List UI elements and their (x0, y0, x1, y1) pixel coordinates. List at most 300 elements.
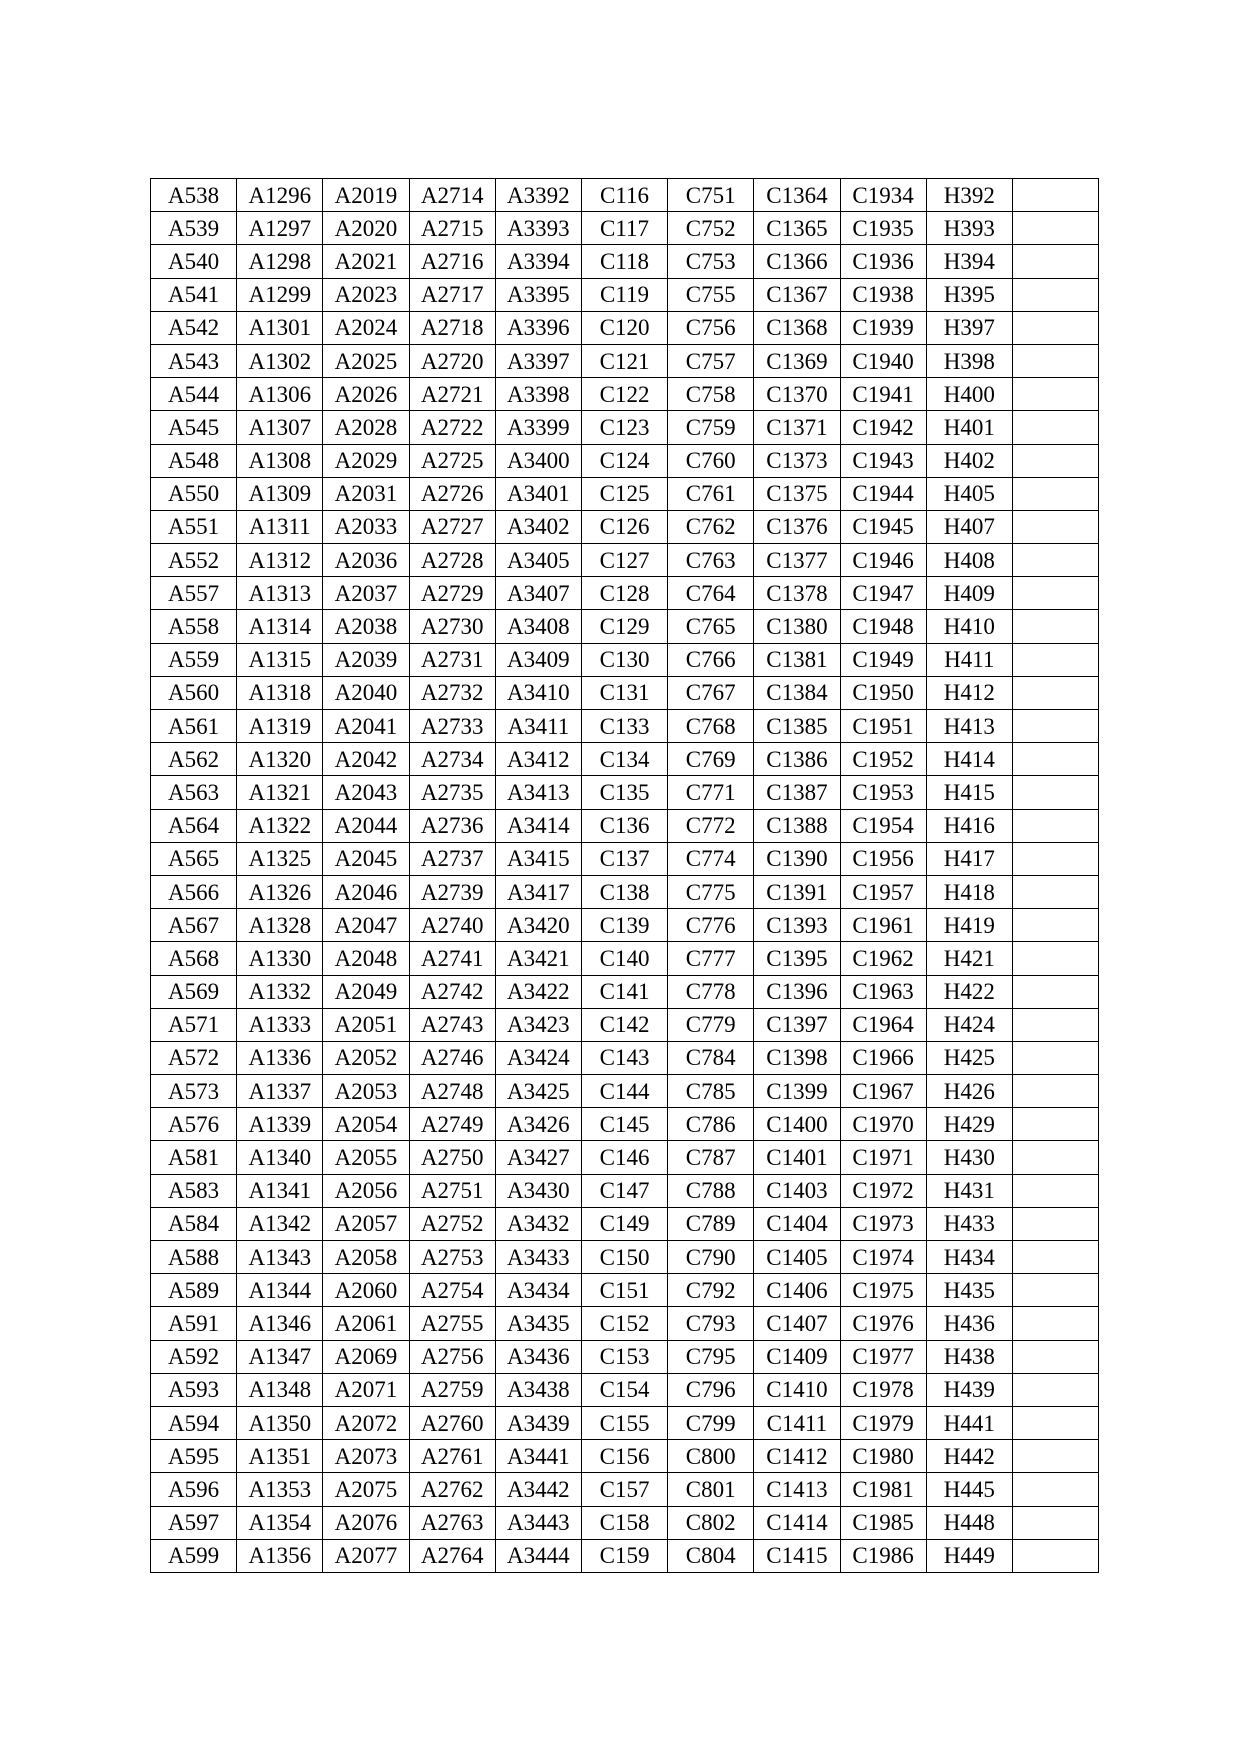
table-cell: A3413 (495, 776, 581, 809)
table-row (151, 411, 1099, 444)
table-cell: A2750 (409, 1141, 495, 1174)
table-cell: A1302 (237, 344, 323, 377)
table-cell (1012, 975, 1098, 1008)
table-cell: A539 (151, 212, 237, 245)
table-cell (1012, 1141, 1098, 1174)
table-cell: A1297 (237, 212, 323, 245)
table-cell: C772 (668, 809, 754, 842)
table-cell: A1320 (237, 743, 323, 776)
table-cell: A1332 (237, 975, 323, 1008)
table-cell (1012, 378, 1098, 411)
table-row (151, 577, 1099, 610)
table-cell: C755 (668, 278, 754, 311)
table-cell: C1380 (754, 610, 840, 643)
table-cell: A3439 (495, 1406, 581, 1439)
table-cell: C771 (668, 776, 754, 809)
table-cell: H412 (926, 676, 1012, 709)
table-cell: H411 (926, 643, 1012, 676)
table-cell: C1954 (840, 809, 926, 842)
table-cell: C1981 (840, 1473, 926, 1506)
table-cell: C1411 (754, 1406, 840, 1439)
table-cell: H398 (926, 344, 1012, 377)
table-cell: H434 (926, 1241, 1012, 1274)
table-cell: A584 (151, 1207, 237, 1240)
table-cell: C788 (668, 1174, 754, 1207)
code-table-body (151, 179, 1099, 1573)
table-cell: C1941 (840, 378, 926, 411)
table-cell: C1364 (754, 179, 840, 212)
table-cell: A3441 (495, 1440, 581, 1473)
table-cell: A2730 (409, 610, 495, 643)
table-cell: A565 (151, 842, 237, 875)
table-cell (1012, 212, 1098, 245)
table-cell: C1390 (754, 842, 840, 875)
table-cell: A1318 (237, 676, 323, 709)
table-cell: C1412 (754, 1440, 840, 1473)
table-cell: C790 (668, 1241, 754, 1274)
table-cell (1012, 1506, 1098, 1539)
table-cell (1012, 577, 1098, 610)
table-cell: C801 (668, 1473, 754, 1506)
table-cell: A2751 (409, 1174, 495, 1207)
table-cell: C774 (668, 842, 754, 875)
table-cell: H407 (926, 510, 1012, 543)
table-cell: H439 (926, 1373, 1012, 1406)
table-cell: A2023 (323, 278, 409, 311)
table-cell: A2718 (409, 311, 495, 344)
table-cell: C763 (668, 544, 754, 577)
table-row (151, 743, 1099, 776)
table-row (151, 1539, 1099, 1572)
table-cell: A542 (151, 311, 237, 344)
table-cell (1012, 510, 1098, 543)
table-row (151, 1207, 1099, 1240)
table-cell (1012, 411, 1098, 444)
table-cell: A571 (151, 1008, 237, 1041)
table-cell: C122 (581, 378, 667, 411)
table-cell: C1407 (754, 1307, 840, 1340)
table-cell: A3438 (495, 1373, 581, 1406)
table-cell: A552 (151, 544, 237, 577)
table-row (151, 1340, 1099, 1373)
table-cell: A3435 (495, 1307, 581, 1340)
table-cell: A2075 (323, 1473, 409, 1506)
table-cell: C129 (581, 610, 667, 643)
table-cell: A564 (151, 809, 237, 842)
table-cell: H426 (926, 1075, 1012, 1108)
table-cell: H409 (926, 577, 1012, 610)
table-cell: H441 (926, 1406, 1012, 1439)
table-cell: C131 (581, 676, 667, 709)
table-cell: A3398 (495, 378, 581, 411)
table-cell: A2044 (323, 809, 409, 842)
table-cell: C1942 (840, 411, 926, 444)
table-cell: A2736 (409, 809, 495, 842)
table-row (151, 643, 1099, 676)
table-cell: H430 (926, 1141, 1012, 1174)
table-cell: C123 (581, 411, 667, 444)
table-cell: C1951 (840, 710, 926, 743)
table-cell: A2720 (409, 344, 495, 377)
table-cell: A3409 (495, 643, 581, 676)
table-cell: C793 (668, 1307, 754, 1340)
table-row (151, 378, 1099, 411)
table-cell: A3394 (495, 245, 581, 278)
table-cell: C143 (581, 1041, 667, 1074)
table-row (151, 1406, 1099, 1439)
table-cell: H445 (926, 1473, 1012, 1506)
table-cell: H414 (926, 743, 1012, 776)
table-cell: A1343 (237, 1241, 323, 1274)
table-cell: H422 (926, 975, 1012, 1008)
table-row (151, 1008, 1099, 1041)
table-cell (1012, 278, 1098, 311)
table-cell: A1351 (237, 1440, 323, 1473)
table-cell: A545 (151, 411, 237, 444)
table-cell: C1943 (840, 444, 926, 477)
table-cell: C1949 (840, 643, 926, 676)
table-cell: C1409 (754, 1340, 840, 1373)
table-row (151, 676, 1099, 709)
table-row (151, 1075, 1099, 1108)
table-cell: C759 (668, 411, 754, 444)
table-cell: C799 (668, 1406, 754, 1439)
table-cell (1012, 776, 1098, 809)
table-cell: H415 (926, 776, 1012, 809)
table-cell (1012, 311, 1098, 344)
table-cell: A560 (151, 676, 237, 709)
table-cell: C154 (581, 1373, 667, 1406)
table-cell (1012, 1440, 1098, 1473)
table-cell: A2764 (409, 1539, 495, 1572)
table-cell: C1938 (840, 278, 926, 311)
table-row (151, 610, 1099, 643)
table-cell: C1985 (840, 1506, 926, 1539)
table-cell: A3415 (495, 842, 581, 875)
table-cell: A2743 (409, 1008, 495, 1041)
table-cell: C1375 (754, 477, 840, 510)
table-cell: C1410 (754, 1373, 840, 1406)
table-cell: C134 (581, 743, 667, 776)
table-cell: C1371 (754, 411, 840, 444)
table-cell: C1966 (840, 1041, 926, 1074)
table-cell: C753 (668, 245, 754, 278)
table-cell: C138 (581, 875, 667, 908)
table-row (151, 942, 1099, 975)
table-cell: A589 (151, 1274, 237, 1307)
table-cell: A1321 (237, 776, 323, 809)
table-cell: C1963 (840, 975, 926, 1008)
table-cell (1012, 245, 1098, 278)
table-cell: A2031 (323, 477, 409, 510)
table-cell: H438 (926, 1340, 1012, 1373)
table-cell: A561 (151, 710, 237, 743)
table-cell: A1350 (237, 1406, 323, 1439)
table-cell: C118 (581, 245, 667, 278)
table-cell: C158 (581, 1506, 667, 1539)
table-cell: A3412 (495, 743, 581, 776)
table-cell: A2755 (409, 1307, 495, 1340)
table-cell: A2763 (409, 1506, 495, 1539)
table-cell: C784 (668, 1041, 754, 1074)
table-cell: A2761 (409, 1440, 495, 1473)
table-cell: A3400 (495, 444, 581, 477)
table-row (151, 344, 1099, 377)
table-cell: A2735 (409, 776, 495, 809)
table-cell: C800 (668, 1440, 754, 1473)
table-cell: C1386 (754, 743, 840, 776)
table-cell: A581 (151, 1141, 237, 1174)
table-cell: C1391 (754, 875, 840, 908)
table-cell: A3414 (495, 809, 581, 842)
table-cell: C127 (581, 544, 667, 577)
table-cell: C789 (668, 1207, 754, 1240)
table-cell: A3420 (495, 909, 581, 942)
table-cell: A1354 (237, 1506, 323, 1539)
table-cell: A1307 (237, 411, 323, 444)
table-cell: A1340 (237, 1141, 323, 1174)
table-cell: A1344 (237, 1274, 323, 1307)
table-cell: A2737 (409, 842, 495, 875)
table-cell: A3430 (495, 1174, 581, 1207)
table-cell: A2725 (409, 444, 495, 477)
table-row (151, 1141, 1099, 1174)
table-cell: A2033 (323, 510, 409, 543)
table-cell: C1977 (840, 1340, 926, 1373)
table-cell: A3405 (495, 544, 581, 577)
table-cell: C1973 (840, 1207, 926, 1240)
table-cell: C116 (581, 179, 667, 212)
table-cell: A2753 (409, 1241, 495, 1274)
table-cell: A2021 (323, 245, 409, 278)
table-cell: A1328 (237, 909, 323, 942)
table-cell: C775 (668, 875, 754, 908)
table-cell: C117 (581, 212, 667, 245)
table-row (151, 311, 1099, 344)
table-cell: A2047 (323, 909, 409, 942)
table-cell: C1961 (840, 909, 926, 942)
table-cell: A2043 (323, 776, 409, 809)
table-cell: A548 (151, 444, 237, 477)
table-cell: A592 (151, 1340, 237, 1373)
table-cell: A3395 (495, 278, 581, 311)
table-cell: C785 (668, 1075, 754, 1108)
table-row (151, 477, 1099, 510)
table-row (151, 444, 1099, 477)
table-cell (1012, 1041, 1098, 1074)
table-cell: C152 (581, 1307, 667, 1340)
table-cell: A591 (151, 1307, 237, 1340)
table-cell: C1377 (754, 544, 840, 577)
table-cell: H429 (926, 1108, 1012, 1141)
table-cell: A1322 (237, 809, 323, 842)
table-cell: C1934 (840, 179, 926, 212)
table-cell: C1948 (840, 610, 926, 643)
table-cell: A559 (151, 643, 237, 676)
table-cell: A3423 (495, 1008, 581, 1041)
table-cell: A2072 (323, 1406, 409, 1439)
table-cell: C1974 (840, 1241, 926, 1274)
table-cell: A593 (151, 1373, 237, 1406)
table-cell: A2056 (323, 1174, 409, 1207)
table-row (151, 1307, 1099, 1340)
table-cell: A541 (151, 278, 237, 311)
table-cell: A2073 (323, 1440, 409, 1473)
table-cell: C133 (581, 710, 667, 743)
table-cell: A3443 (495, 1506, 581, 1539)
table-cell: A3425 (495, 1075, 581, 1108)
table-cell: C767 (668, 676, 754, 709)
table-cell: C1366 (754, 245, 840, 278)
table-cell (1012, 610, 1098, 643)
table-cell: C1978 (840, 1373, 926, 1406)
table-cell: A2051 (323, 1008, 409, 1041)
table-row (151, 1108, 1099, 1141)
table-cell: A2036 (323, 544, 409, 577)
table-cell: H449 (926, 1539, 1012, 1572)
table-cell: H413 (926, 710, 1012, 743)
table-cell: A568 (151, 942, 237, 975)
table-cell: C1970 (840, 1108, 926, 1141)
table-cell: A544 (151, 378, 237, 411)
table-cell: C141 (581, 975, 667, 1008)
table-cell: C1971 (840, 1141, 926, 1174)
table-cell: C142 (581, 1008, 667, 1041)
table-cell: C145 (581, 1108, 667, 1141)
table-cell (1012, 1340, 1098, 1373)
table-cell: A1312 (237, 544, 323, 577)
table-cell: A2038 (323, 610, 409, 643)
table-cell (1012, 1473, 1098, 1506)
table-cell: C760 (668, 444, 754, 477)
table-cell: A2048 (323, 942, 409, 975)
table-cell: H410 (926, 610, 1012, 643)
table-cell: A551 (151, 510, 237, 543)
table-cell: A2039 (323, 643, 409, 676)
table-cell: C1405 (754, 1241, 840, 1274)
table-cell: H431 (926, 1174, 1012, 1207)
table-cell: A3436 (495, 1340, 581, 1373)
table-cell (1012, 1307, 1098, 1340)
table-cell: H424 (926, 1008, 1012, 1041)
table-cell: A2748 (409, 1075, 495, 1108)
table-cell (1012, 875, 1098, 908)
table-cell: H393 (926, 212, 1012, 245)
table-cell: A3426 (495, 1108, 581, 1141)
table-cell: C1401 (754, 1141, 840, 1174)
table-cell: H425 (926, 1041, 1012, 1074)
table-cell: A597 (151, 1506, 237, 1539)
table-cell: C802 (668, 1506, 754, 1539)
table-cell: A2025 (323, 344, 409, 377)
table-cell: A2024 (323, 311, 409, 344)
code-table (150, 178, 1099, 1573)
table-cell: A1336 (237, 1041, 323, 1074)
table-cell: H402 (926, 444, 1012, 477)
table-cell: C1404 (754, 1207, 840, 1240)
table-cell: A1347 (237, 1340, 323, 1373)
table-cell: A2714 (409, 179, 495, 212)
table-cell: A3433 (495, 1241, 581, 1274)
table-cell: A2045 (323, 842, 409, 875)
table-cell: C153 (581, 1340, 667, 1373)
table-cell: A558 (151, 610, 237, 643)
table-cell: C1967 (840, 1075, 926, 1108)
table-cell: A2760 (409, 1406, 495, 1439)
table-cell: A3411 (495, 710, 581, 743)
table-cell: A566 (151, 875, 237, 908)
table-cell: A1339 (237, 1108, 323, 1141)
table-cell: C1940 (840, 344, 926, 377)
table-row (151, 710, 1099, 743)
table-cell: A1341 (237, 1174, 323, 1207)
table-cell: A1356 (237, 1539, 323, 1572)
table-cell: A557 (151, 577, 237, 610)
table-cell: A3399 (495, 411, 581, 444)
table-cell: A3393 (495, 212, 581, 245)
table-cell: A1337 (237, 1075, 323, 1108)
table-cell: A2741 (409, 942, 495, 975)
table-cell: C1947 (840, 577, 926, 610)
table-cell: A595 (151, 1440, 237, 1473)
table-cell: A2754 (409, 1274, 495, 1307)
table-cell: A2759 (409, 1373, 495, 1406)
table-cell: A2740 (409, 909, 495, 942)
table-cell: H419 (926, 909, 1012, 942)
table-cell: A2058 (323, 1241, 409, 1274)
table-cell: H416 (926, 809, 1012, 842)
table-cell: A572 (151, 1041, 237, 1074)
table-cell: C758 (668, 378, 754, 411)
table-cell: C1939 (840, 311, 926, 344)
table-cell: C1378 (754, 577, 840, 610)
table-cell: C1393 (754, 909, 840, 942)
table-cell: A1314 (237, 610, 323, 643)
table-cell: C787 (668, 1141, 754, 1174)
table-cell: A1296 (237, 179, 323, 212)
table-cell: A2762 (409, 1473, 495, 1506)
table-cell (1012, 842, 1098, 875)
table-cell: A1333 (237, 1008, 323, 1041)
table-cell: C1385 (754, 710, 840, 743)
table-cell: A2053 (323, 1075, 409, 1108)
table-cell: H397 (926, 311, 1012, 344)
table-cell: A1301 (237, 311, 323, 344)
table-cell: A3417 (495, 875, 581, 908)
table-cell: H394 (926, 245, 1012, 278)
table-cell: C136 (581, 809, 667, 842)
table-cell: A550 (151, 477, 237, 510)
table-cell: A3432 (495, 1207, 581, 1240)
table-cell: C144 (581, 1075, 667, 1108)
table-cell: A1299 (237, 278, 323, 311)
table-cell: C769 (668, 743, 754, 776)
table-cell (1012, 344, 1098, 377)
table-cell: A596 (151, 1473, 237, 1506)
table-cell: A2046 (323, 875, 409, 908)
table-cell: C1398 (754, 1041, 840, 1074)
table-cell: C157 (581, 1473, 667, 1506)
table-cell: A583 (151, 1174, 237, 1207)
table-cell: A3396 (495, 311, 581, 344)
table-cell: C1396 (754, 975, 840, 1008)
table-cell: A563 (151, 776, 237, 809)
table-cell: A2054 (323, 1108, 409, 1141)
table-cell (1012, 942, 1098, 975)
table-cell: A3422 (495, 975, 581, 1008)
table-row (151, 245, 1099, 278)
table-cell: A2717 (409, 278, 495, 311)
